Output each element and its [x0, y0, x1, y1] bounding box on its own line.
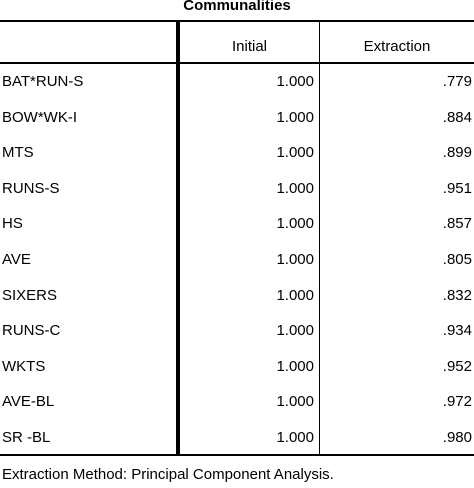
- footnote: Extraction Method: Principal Component Analysis.: [2, 466, 334, 483]
- initial-value: 1.000: [276, 357, 314, 375]
- extraction-value: .857: [442, 215, 472, 233]
- row-label: RUNS-S: [2, 179, 60, 197]
- initial-value: 1.000: [276, 429, 314, 446]
- initial-value: 1.000: [276, 144, 314, 162]
- row-label: AVE-BL: [2, 393, 55, 411]
- extraction-value: .884: [442, 108, 472, 126]
- initial-value: 1.000: [276, 286, 314, 304]
- extraction-value: .952: [442, 357, 472, 375]
- row-label: BAT*RUN-S: [2, 73, 84, 90]
- initial-value: 1.000: [276, 179, 314, 197]
- initial-value: 1.000: [276, 108, 314, 126]
- row-label: WKTS: [2, 357, 46, 375]
- initial-value: 1.000: [276, 73, 314, 90]
- row-label: HS: [2, 215, 23, 233]
- initial-value: 1.000: [276, 215, 314, 233]
- extraction-value: .980: [442, 429, 472, 446]
- table-title: Communalities: [183, 0, 291, 14]
- table-top-border: [0, 20, 474, 22]
- initial-value: 1.000: [276, 251, 314, 268]
- extraction-value: .805: [442, 251, 472, 268]
- extraction-value: .899: [442, 144, 472, 162]
- extraction-value: .779: [442, 73, 472, 90]
- communalities-table: [0, 20, 474, 456]
- column-header-extraction: Extraction: [363, 38, 431, 55]
- extraction-value: .951: [442, 179, 472, 197]
- row-label: AVE: [2, 251, 31, 268]
- column-header-initial: Initial: [231, 38, 268, 55]
- row-label: SIXERS: [2, 286, 58, 304]
- row-label: MTS: [2, 144, 34, 162]
- label-column-divider: [176, 20, 180, 456]
- row-label: RUNS-C: [2, 322, 61, 340]
- row-label: SR -BL: [2, 429, 51, 446]
- extraction-value: .934: [442, 322, 472, 340]
- extraction-value: .832: [442, 286, 472, 304]
- initial-value: 1.000: [276, 393, 314, 411]
- initial-value: 1.000: [276, 322, 314, 340]
- extraction-value: .972: [442, 393, 472, 411]
- row-label: BOW*WK-I: [2, 108, 77, 126]
